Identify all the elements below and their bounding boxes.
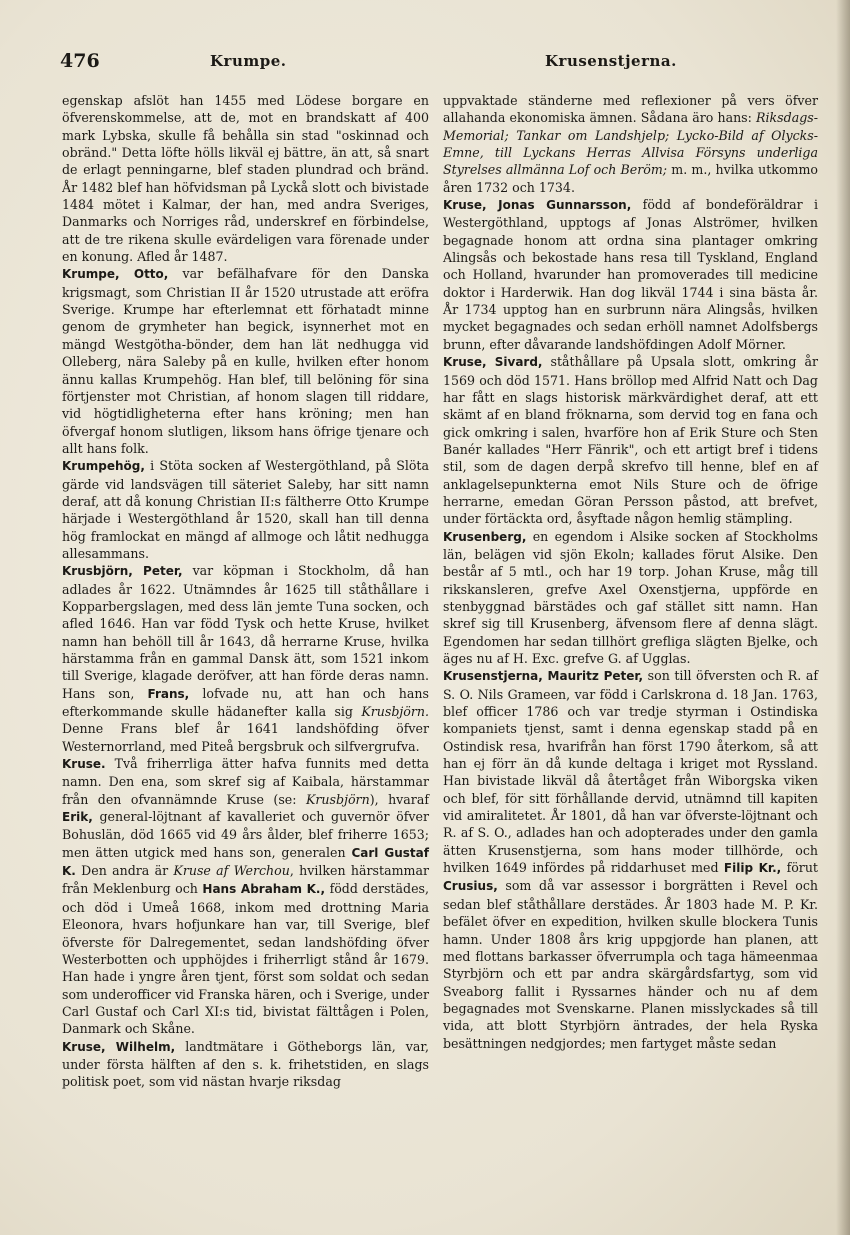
text-run: Erik, xyxy=(62,810,93,825)
text-run: Riksdags-Memorial; Tankar om Landshjelp; Lycko-Bild af Olycks-Emne, till Lyckans Herras Allvisa Försyns underliga Styrelses allmänna Lof och Beröm; xyxy=(443,110,818,178)
text-run: en egendom i Alsike socken af Stockholms län, belägen vid sjön Ekoln; kallades förut Alsike. Den består af 5 mtl., och har 19 torp. Johan Kruse, måg till rikskansleren, grefve Axel Oxenstjerna, uppförde en stenbyggnad bärstädes och gaf stället sitt namn. Han skref sig till Krusenberg, äfvensom flere af denna slägt. Egendomen har sedan tillhört grefliga slägten Bjelke, och äges nu af H. Exc. grefve G. af Ugglas. xyxy=(443,528,818,666)
entry-krumpehog xyxy=(62,457,429,562)
text-run: som då var assessor i borgrätten i Revel och sedan blef ståthållare derstädes. År 1803 hade M. P. Kr. befälet öfver en expedition, hvilken skulle blockera Tunis hamn. Under 1808 års krig uppgjorde han planen, att med flottans barkasser öfverrumpla och taga hämeenmaa Styrbjörn och ett par andra skärgårdsfartyg, som vid Sveaborg fallit i Ryssarnes händer och nu af dem begagnades mot Svenskarne. Planen misslyckades så till vida, att blott Styrbjörn äntrades, der hela Ryska besättningen nedgjordes; men fartyget måste sedan xyxy=(443,878,818,1051)
text-run: Kruse af Werchou xyxy=(173,863,290,879)
text-run: ståthållare på Upsala slott, omkring år 1569 och död 1571. Hans bröllop med Alfrid Natt och Dag har fått en slags historisk märkvärdighet deraf, att ett skämt af en bland fröknarna, som dervid tog en fana och gick omkring i salen, hvarföre hon af Erik Sture och Sten Banér kallades "Herr Fänrik", och ett artigt bref i tidens stil, som de dagen derpå skrefvo till henne, blef en af anklagelsepunkterna emot Nils Sture och de öfrige herrarne, emedan Göran Persson påstod, att brefvet, under förtäckta ord, åsyftade någon hemlig stämpling. xyxy=(443,354,818,527)
text-run: förut xyxy=(786,860,818,876)
entry-kruse-wilhelm-continued xyxy=(443,92,818,196)
text-run: Filip Kr., xyxy=(723,861,782,876)
right-column xyxy=(443,92,818,1052)
text-run: Den andra är xyxy=(81,863,169,879)
text-run: m. m., hvilka utkommo åren 1732 och 1734. xyxy=(443,162,818,195)
text-run: Hans Abraham K., xyxy=(202,882,326,897)
entry-kruse-wilhelm xyxy=(62,1038,429,1091)
headword: Krumpehög, xyxy=(62,459,145,474)
text-run: Krusbjörn xyxy=(306,791,370,807)
text-run: Carl Gustaf K. xyxy=(62,845,429,879)
text-run: var befälhafvare för den Danska krigsmagt, som Christian II år 1520 utrustade att eröfra Sverige. Krumpe har efterlemnat ett förhatadt minne genom de grymheter han begick, isynnerhet mot en mängd Westgötha-bönder, dem han lät nedhugga vid Olleberg, nära Saleby på en kulle, hvilken efter honom ännu kallas Krumpehög. Han blef, till belöning för sina förtjenster mot Christian, af honom slagen till riddare, vid högtidligheterna efter hans kröning; men han öfvergaf honom slutligen, liksom hans öfrige tjenare och allt hans folk. xyxy=(62,266,429,456)
headword: Kruse, Jonas Gunnarsson, xyxy=(443,198,632,213)
text-run: egenskap afslöt han 1455 med Lödese borgare en öfverenskommelse, att de, mot en brandskatt af 400 mark Lybska, skulle få behålla sin stad "oskinnad och obränd." Detta löfte hölls likväl ej bättre, än att, så snart de erlagt penningarne, blef staden plundrad och bränd. År 1482 blef han höfvidsman på Lyckå slott och bivistade 1484 mötet i Kalmar, der han, med andra Sveriges, Danmarks och Norriges råd, underskref en förbindelse, att de tre rikena skulle evärdeligen vara förenade under en konung. Afled år 1487. xyxy=(62,93,429,265)
text-run: landtmätare i Götheborgs län, var, under första hälften af den s. k. frihetstiden, en slags politisk poet, som vid nästan hvarje riksdag xyxy=(62,1038,429,1090)
entry-krumpe-continued xyxy=(62,92,429,265)
text-run: son till öfversten och R. af S. O. Nils Grameen, var född i Carlskrona d. 18 Jan. 1763, blef officer 1786 och var tredje styrman i Ostindiska kompaniets tjenst, samt i denna egenskap stadd på en Ostindisk resa, hvarifrån han först 1790 återkom, så att han ej förr än då kunde deltaga i kriget mot Ryssland. Han bivistade likväl då återtåget från Wiborgska viken och blef, för sitt förhållande dervid, utnämnd till kapiten vid amiralitetet. År 1801, då han var öfverste-löjtnant och R. af S. O., adlades han och adopterades under den gamla ätten Krusenstjerna, som hans moder tillhörde, och hvilken 1649 infördes på riddarhuset med xyxy=(443,668,818,876)
entry-krusbjorn-peter xyxy=(62,562,429,755)
page-number: 476 xyxy=(60,50,100,72)
text-run: , hvilken härstammar från Meklenburg och xyxy=(62,863,429,897)
running-head-right: Krusenstjerna. xyxy=(545,52,677,70)
headword: Kruse, Sivard, xyxy=(443,355,543,370)
running-head-left: Krumpe. xyxy=(210,52,287,70)
headword: Krusenberg, xyxy=(443,529,527,544)
page-edge-shadow xyxy=(836,0,850,1235)
entry-krusenstjerna-mauritz xyxy=(443,667,818,1052)
headword: Krusenstjerna, Mauritz Peter, xyxy=(443,669,644,684)
text-run: född af bondeföräldrar i Westergöthland, upptogs af Jonas Alströmer, hvilken begagnade honom att ordna sina plantager omkring Alingsås och bekostade hans resa till Tyskland, England och Holland, hvarunder han promoverades till medicine doktor i Harderwik. Han dog likväl 1744 i sina bästa år. År 1734 upptog han en surbrunn nära Alingsås, hvilken mycket begagnades och sedan erhöll namnet Adolfsbergs brunn, efter dåvarande landshöfdingen Adolf Mörner. xyxy=(443,197,818,352)
text-run: uppvaktade ständerne med reflexioner på vers öfver allahanda ekonomiska ämnen. Sådana äro hans: xyxy=(443,93,818,126)
text-run: Denne Frans blef år 1641 landshöfding öfver Westernorrland, med Piteå bergsbruk och silfvergrufva. xyxy=(62,721,429,754)
text-run: i Stöta socken af Westergöthland, på Slöta gärde vid landsvägen till säteriet Saleby, har sitt namn deraf, att då konung Christian II:s fältherre Otto Krumpe härjade i Westergöthland år 1520, skall han till denna hög framlockat en mängd af allmoge och låtit nedhugga allesammans. xyxy=(62,458,429,561)
text-run: Frans, xyxy=(147,686,190,701)
entry-kruse-sivard xyxy=(443,353,818,527)
headword: Krusbjörn, Peter, xyxy=(62,564,183,579)
text-run: general-löjtnant af kavalleriet och guvernör öfver Bohuslän, död 1665 vid 49 års ålder, blef friherre 1653; men ätten utgick med hans son, generalen xyxy=(62,809,429,860)
text-run: Crusius, xyxy=(443,879,498,894)
text-run: Två friherrliga ätter hafva funnits med detta namn. Den ena, som skref sig af Kaibala, härstammar från den ofvannämnde Kruse (se: xyxy=(62,756,429,807)
entry-kruse-jonas xyxy=(443,196,818,353)
headword: Kruse, Wilhelm, xyxy=(62,1039,176,1054)
headword: Kruse. xyxy=(62,757,106,772)
entry-kruse xyxy=(62,755,429,1038)
headword: Krumpe, Otto, xyxy=(62,267,169,282)
text-run: Krusbjörn. xyxy=(361,704,429,720)
left-column xyxy=(62,92,429,1091)
entry-krusenberg xyxy=(443,528,818,668)
entry-krumpe-otto xyxy=(62,265,429,457)
text-run: lofvade nu, att han och hans efterkommande skulle hädanefter kalla sig xyxy=(62,685,429,720)
page-header xyxy=(0,50,850,80)
text-run: född derstädes, och död i Umeå 1668, inkom med drottning Maria Eleonora, hvars hofjunkare han var, till Sverige, blef öfverste för Dalregementet, sedan landshöfding öfver Westerbotten och upphöjdes i friherrligt stånd år 1679. Han hade i yngre åren tjent, först som soldat och sedan som underofficer vid Franska hären, och i Sverige, under Carl Gustaf och Carl XI:s tid, bivistat fälttågen i Polen, Danmark och Skåne. xyxy=(62,881,429,1037)
text-run: var köpman i Stockholm, då han adlades år 1622. Utnämndes år 1625 till ståthållare i Kopparbergslagen, med dess län jemte Tuna socken, och afled 1646. Han var född Tysk och hette Kruse, hvilket namn han behöll till år 1643, då herrarne Kruse, hvilka härstamma från en gammal Dansk ätt, som 1521 inkom till Sverige, klagade deröfver, att han förde deras namn. Hans son, xyxy=(62,563,429,701)
text-run: ), hvaraf xyxy=(369,791,429,807)
